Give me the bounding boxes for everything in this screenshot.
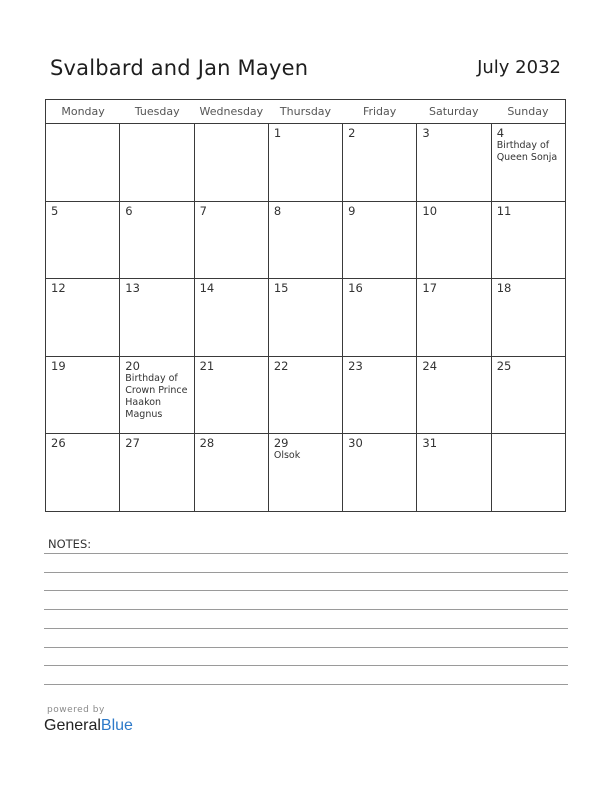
week-row [46,279,565,357]
month-label: July 2032 [477,57,561,78]
day-number: 18 [496,281,512,296]
day-cell [343,202,417,279]
day-cell [492,434,565,511]
day-number: 24 [422,358,438,373]
note-line [44,553,568,554]
day-number: 7 [199,203,207,218]
day-number: 23 [348,358,363,373]
day-cell [46,357,120,434]
day-cell [195,434,269,511]
note-line [44,609,568,610]
holiday-label: Birthday of Crown Prince Haakon Magnus [125,372,188,420]
day-number: 13 [125,281,140,296]
day-number: 10 [422,203,438,218]
day-number: 8 [273,203,282,218]
note-line [44,628,568,629]
holiday-label: Birthday of Queen Sonja [496,140,558,163]
day-cell [46,202,120,279]
day-cell [269,124,343,201]
day-cell [343,434,417,511]
day-number: 3 [422,126,430,140]
day-number: 22 [273,358,289,373]
day-cell [120,434,194,511]
day-cell [492,357,565,434]
day-cell [343,279,417,356]
day-cell [343,124,417,201]
day-cell [343,357,417,434]
day-number: 29 [273,436,289,451]
day-number: 4 [496,126,505,140]
day-cell [195,279,269,356]
day-number: 15 [273,281,289,296]
day-number: 30 [348,436,363,451]
day-cell [417,357,491,434]
day-cell [269,279,343,356]
day-cell [492,124,565,201]
day-number: 31 [422,436,438,451]
day-cell [120,202,194,279]
note-line [44,684,568,685]
calendar-weeks [46,124,565,511]
week-row [46,202,565,280]
brand-name-part1: General [44,717,101,734]
day-number: 5 [51,203,59,218]
day-cell [120,357,194,434]
note-line [44,590,568,591]
day-number: 27 [125,436,140,451]
day-cell [417,279,491,356]
weekday-thursday: Thursday [279,105,332,118]
day-cell [46,434,120,511]
week-row [46,434,565,511]
day-number: 2 [348,126,356,140]
week-row [46,124,565,202]
holiday-label: Olsok [273,450,301,462]
day-cell [417,124,491,201]
calendar-grid [45,99,566,512]
day-number: 14 [199,281,215,296]
day-cell [269,434,343,511]
day-number: 16 [348,281,363,296]
weekday-header-row [46,100,565,124]
day-cell [269,357,343,434]
day-cell [46,279,120,356]
brand-logo[interactable] [44,717,133,735]
weekday-friday: Friday [362,105,397,118]
day-cell [195,357,269,434]
day-number: 20 [125,358,140,373]
notes-label: NOTES: [48,537,92,551]
day-cell [195,202,269,279]
weekday-monday: Monday [61,105,105,118]
day-cell [120,124,194,201]
brand-name-part2: Blue [100,717,133,734]
day-number: 11 [496,203,512,218]
day-cell [417,202,491,279]
day-cell [120,279,194,356]
note-line [44,572,568,573]
day-cell [46,124,120,201]
day-number: 1 [273,126,282,140]
day-number: 17 [422,281,438,296]
powered-by-text: powered by [47,705,105,715]
note-line [44,647,568,648]
week-row [46,357,565,435]
day-number: 26 [51,436,66,451]
day-number: 6 [125,203,133,218]
weekday-saturday: Saturday [428,105,479,118]
weekday-wednesday: Wednesday [199,105,264,118]
day-number: 9 [348,203,356,218]
day-cell [195,124,269,201]
day-cell [417,434,491,511]
calendar-title: Svalbard and Jan Mayen [50,56,309,80]
day-cell [492,202,565,279]
day-number: 25 [496,358,512,373]
day-number: 12 [51,281,66,296]
day-number: 21 [199,358,215,373]
weekday-sunday: Sunday [507,105,549,118]
note-line [44,665,568,666]
day-number: 28 [199,436,215,451]
day-cell [269,202,343,279]
day-number: 19 [51,358,66,373]
day-cell [492,279,565,356]
weekday-tuesday: Tuesday [134,105,180,118]
